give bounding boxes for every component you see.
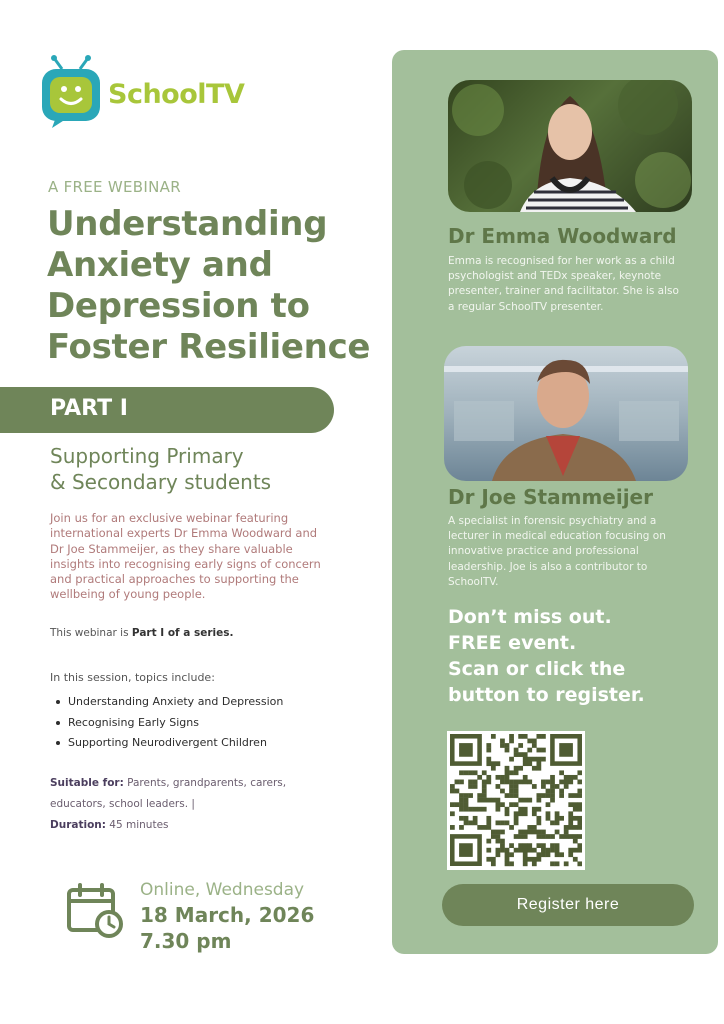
page-title: Understanding Anxiety and Depression to Foster Resilience [47, 204, 371, 367]
subtitle [50, 443, 310, 495]
logo-wordmark [108, 79, 244, 110]
logo-word-tv: TV [206, 78, 245, 110]
bullet-icon [56, 721, 60, 725]
speaker-photo-emma [448, 80, 692, 212]
speaker-photo-joe [444, 346, 688, 481]
series-prefix: This webinar is [50, 627, 132, 639]
duration-label: Duration: [50, 819, 106, 831]
topic-text: Supporting Neurodivergent Children [68, 736, 267, 749]
subtitle-line-1: Supporting Primary [50, 444, 244, 468]
bullet-icon [56, 700, 60, 704]
speaker-bio: A specialist in forensic psychiatry and a lecturer in medical education focusing on innovative practice and professional leadership. Joe is also a contributor to SchoolTV. [448, 515, 666, 588]
tv-mascot-icon [40, 55, 104, 129]
logo-word-school: School [108, 78, 207, 110]
speaker-bio: Emma is recognised for her work as a child psychologist and TEDx speaker, keynote presenter, trainer and facilitator. She is also a regular SchoolTV presenter. [448, 255, 679, 313]
cta-line: Don’t miss out. [448, 606, 612, 628]
bullet-icon [56, 741, 60, 745]
cta-line: Scan or click the [448, 658, 626, 680]
register-button[interactable]: Register here [442, 884, 694, 926]
webinar-kicker: A FREE WEBINAR [48, 178, 181, 196]
subtitle-line-2: & Secondary students [50, 470, 272, 494]
series-emphasis: Part I of a series. [131, 627, 234, 639]
duration-value: 45 minutes [105, 819, 169, 831]
list-item [56, 713, 283, 734]
calendar-clock-icon [66, 883, 126, 939]
topics-list [56, 692, 283, 754]
series-note [50, 627, 234, 639]
speaker-name: Dr Joe Stammeijer [448, 485, 653, 509]
event-day: Online, Wednesday [140, 880, 305, 900]
cta-line: FREE event. [448, 632, 577, 654]
speaker-name: Dr Emma Woodward [448, 224, 677, 248]
suitable-value: Parents, grandparents, carers, educators, school leaders. | [50, 777, 287, 810]
suitable-label: Suitable for: [50, 777, 124, 789]
event-date: 18 March, 2026 [140, 903, 315, 927]
intro-paragraph: Join us for an exclusive webinar featuring international experts Dr Emma Woodward and Dr Joe Stammeijer, as they share valuable insights into recognising early signs of concern and practical approaches to supporting the wellbeing of young people. [50, 511, 321, 602]
part-label: PART I [50, 396, 128, 421]
topics-intro: In this session, topics include: [50, 671, 215, 684]
cta-line: button to register. [448, 684, 645, 706]
topic-text: Understanding Anxiety and Depression [68, 695, 284, 708]
list-item [56, 692, 283, 713]
schooltv-logo [40, 55, 244, 129]
part-banner [0, 387, 334, 433]
topic-text: Recognising Early Signs [68, 715, 199, 729]
call-to-action [448, 604, 698, 708]
list-item [56, 733, 283, 754]
qr-code-icon[interactable] [447, 731, 585, 870]
event-time: 7.30 pm [140, 929, 232, 953]
audience-duration [50, 773, 310, 836]
